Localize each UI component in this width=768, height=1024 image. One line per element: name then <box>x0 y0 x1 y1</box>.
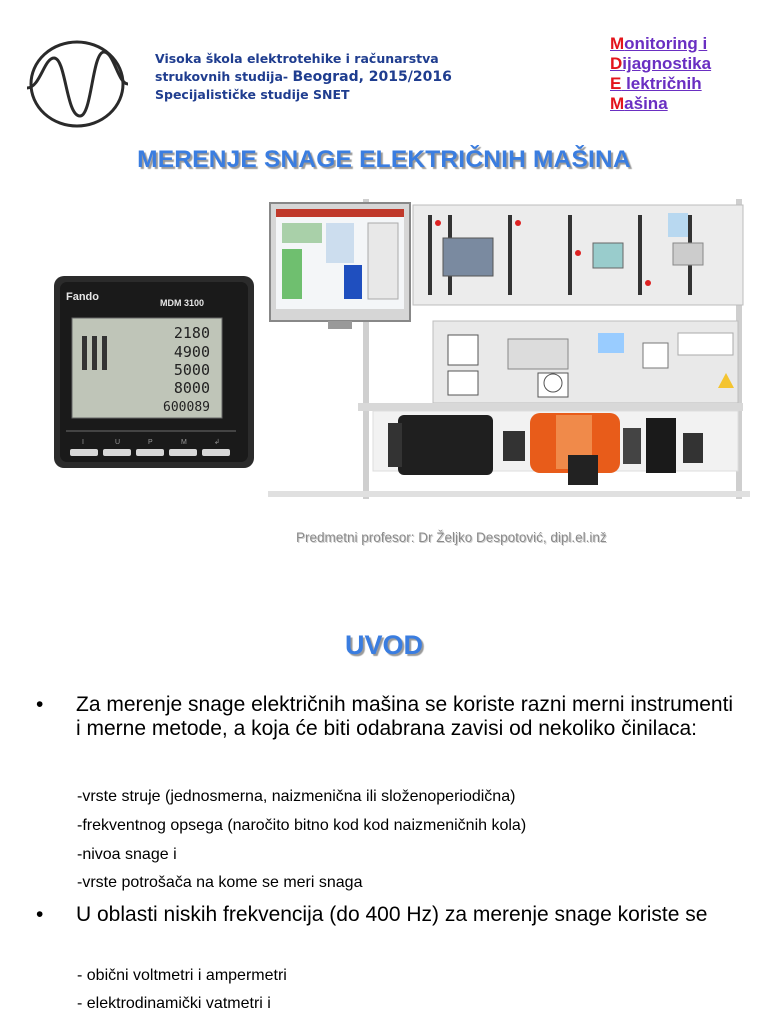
course-line-4: Mašina <box>610 94 668 113</box>
meter-model: MDM 3100 <box>160 298 205 308</box>
page-title: MERENJE SNAGE ELEKTRIČNIH MAŠINA <box>137 146 631 173</box>
bullet-text-1: Za merenje snage električnih mašina se koriste razni merni instrumenti i merne metode, a koja će biti odabrana zavisi od nekoliko činilaca: <box>76 693 734 740</box>
course-name[interactable] <box>610 34 711 114</box>
meter-brand: Fando <box>66 291 99 303</box>
power-meter-image <box>52 274 256 470</box>
professor-credit: Predmetni profesor: Dr Željko Despotović, dipl.el.inž <box>296 530 607 545</box>
sub-item: -vrste potrošača na kome se meri snaga <box>77 874 363 891</box>
course-line-3: E lektričnih <box>610 74 702 93</box>
lab-bench-image <box>268 193 750 508</box>
meter-reading-1: 2180 <box>173 324 210 342</box>
meter-button-label-3: P <box>148 439 153 446</box>
sub-item: - elektrodinamički vatmetri i <box>77 995 271 1012</box>
institution-line-2: strukovnih studija- Beograd, 2015/2016 <box>155 69 452 85</box>
bullet-text-2: U oblasti niskih frekvencija (do 400 Hz) za merenje snage koriste se <box>76 903 708 926</box>
meter-button-label-5: ↲ <box>214 439 220 446</box>
meter-button-label-2: U <box>115 439 121 446</box>
course-line-2: Dijagnostika <box>610 54 712 73</box>
meter-reading-4: 8000 <box>173 379 210 397</box>
meter-button-label-1: I <box>82 439 84 446</box>
sub-item: -vrste struje (jednosmerna, naizmenična ili složenoperiodična) <box>77 788 516 805</box>
meter-button-label-4: M <box>181 439 187 446</box>
sub-item: - obični voltmetri i ampermetri <box>77 967 287 984</box>
school-logo <box>22 38 132 130</box>
institution-header <box>155 50 452 104</box>
section-title: UVOD <box>344 630 423 660</box>
bullet-dot: • <box>36 903 44 926</box>
meter-reading-2: 4900 <box>173 343 210 361</box>
meter-reading-5: 600089 <box>163 400 210 415</box>
institution-line-3: Specijalističke studije SNET <box>155 87 350 102</box>
institution-line-1: Visoka škola elektrotehike i računarstva <box>155 51 439 66</box>
bullet-dot: • <box>36 693 44 716</box>
course-line-1: Monitoring i <box>610 34 708 53</box>
sub-item: -frekventnog opsega (naročito bitno kod kod naizmeničnih kola) <box>77 817 527 834</box>
meter-reading-3: 5000 <box>173 361 210 379</box>
sub-item: -nivoa snage i <box>77 846 177 863</box>
